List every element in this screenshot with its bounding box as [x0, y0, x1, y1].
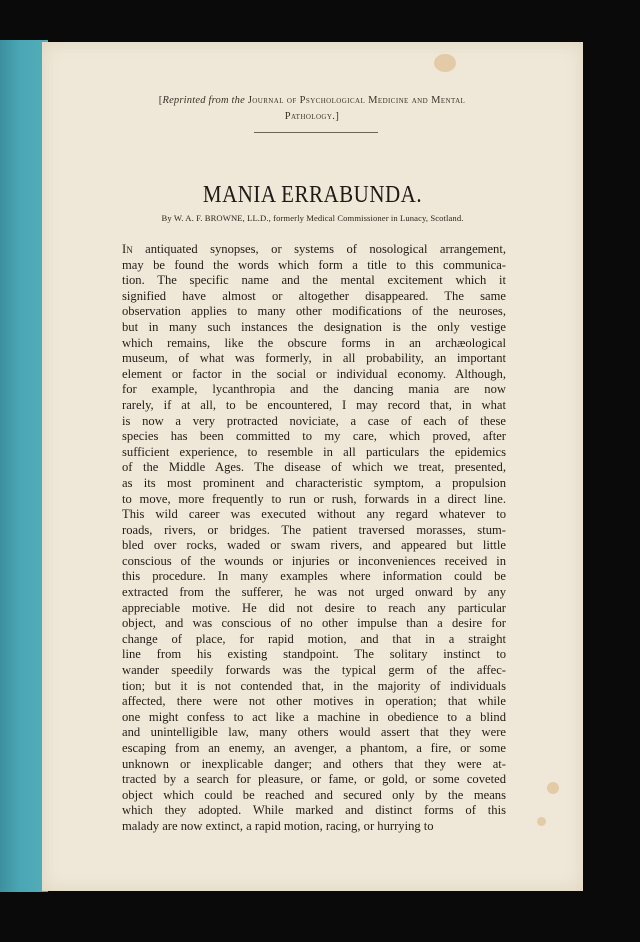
text-line-content: appreciable motive. He did not desire to reach any particular [122, 600, 506, 615]
text-line-content: affected, there were not other motives in operation; that while [122, 694, 506, 709]
reprint-bracket: [ [158, 95, 163, 106]
text-line-content: malady are now extinct, a rapid motion, racing, or hurrying to [122, 818, 434, 833]
foxing-spot [434, 54, 456, 72]
text-line [122, 725, 506, 741]
reprint-journal-cont: Pathology.] [284, 111, 340, 122]
text-line [122, 445, 506, 461]
reprint-italic: Reprinted from the [162, 95, 245, 106]
text-line-content: of the Middle Ages. The disease of which we treat, presented, [122, 460, 506, 475]
text-line-content: rarely, if at all, to be encountered, I may record that, in what [122, 397, 506, 412]
text-line [122, 601, 506, 617]
text-line [122, 367, 506, 383]
text-line-content: museum, of what was formerly, in all probability, an important [122, 351, 506, 366]
text-line-content: line from his existing standpoint. The solitary instinct to [122, 647, 506, 662]
foxing-spot [547, 782, 559, 794]
text-line-content: species has been committed to my care, which proved, after [122, 429, 506, 444]
text-line-content: extracted from the sufferer, he was not urged onward by any [122, 585, 506, 600]
text-line-content: as its most prominent and characteristic symptom, a propulsion [122, 475, 506, 490]
text-line-content: tion. The specific name and the mental excitement which it [122, 273, 506, 288]
text-line [122, 258, 506, 274]
text-line [122, 569, 506, 585]
reprint-journal: Journal of Psychological Medicine and Mental [247, 95, 466, 106]
text-line [122, 554, 506, 570]
text-line-content: element or factor in the social or individual economy. Although, [122, 366, 506, 381]
text-line [122, 429, 506, 445]
text-line-content: which they adopted. While marked and distinct forms of this [122, 803, 506, 818]
text-line [122, 507, 506, 523]
text-line [122, 273, 506, 289]
text-line-content: observation applies to many other modifications of the neuroses, [122, 304, 506, 319]
text-line-content: object, and was conscious of no other impulse than a desire for [122, 616, 506, 631]
text-line-content: wander speedily forwards was the typical germ of the affec- [122, 663, 506, 678]
text-line-content: bled over rocks, waded or swam rivers, and appeared but little [122, 538, 506, 553]
text-line-content: is now a very protracted noviciate, a case of each of these [122, 413, 506, 428]
text-line [122, 336, 506, 352]
text-line [122, 351, 506, 367]
text-line [122, 819, 506, 835]
text-line-content: This wild career was executed without any regard whatever to [122, 507, 506, 522]
text-line-content: one might confess to act like a machine in obedience to a blind [122, 709, 506, 724]
drop-word: In [122, 242, 133, 256]
text-line [122, 289, 506, 305]
text-line-content: antiquated synopses, or systems of nosological arrangement, [132, 242, 506, 256]
text-line-content: unknown or inexplicable danger; and others that they were at- [122, 756, 506, 771]
text-line [122, 632, 506, 648]
cover-board [0, 40, 48, 892]
text-line-content: roads, rivers, or bridges. The patient traversed morasses, stum- [122, 522, 506, 537]
text-line-content: sufficient experience, to resemble in all particulars the epidemics [122, 444, 506, 459]
text-line [122, 460, 506, 476]
foxing-spot [537, 817, 546, 826]
text-line-content: and unintelligible law, many others would assert that they were [122, 725, 506, 740]
article-body [122, 242, 506, 835]
text-line [122, 772, 506, 788]
text-line-content: may be found the words which form a title to this communica- [122, 257, 506, 272]
text-line-content: to move, more frequently to run or rush, forwards in a direct line. [122, 491, 506, 506]
text-line [122, 382, 506, 398]
text-line [122, 679, 506, 695]
text-line [122, 523, 506, 539]
text-line-content: tion; but it is not contended that, in the majority of individuals [122, 678, 506, 693]
text-line [122, 663, 506, 679]
text-line [122, 647, 506, 663]
text-line [122, 710, 506, 726]
article-title: MANIA ERRABUNDA. [202, 180, 423, 208]
text-line-content: but in many such instances the designation is the only vestige [122, 319, 506, 334]
text-line [122, 803, 506, 819]
text-line-content: signified have almost or altogether disappeared. The same [122, 288, 506, 303]
text-line-content: tracted by a search for pleasure, or fame, or gold, or some coveted [122, 772, 506, 787]
text-line [122, 398, 506, 414]
text-line [122, 757, 506, 773]
text-line [122, 476, 506, 492]
text-line [122, 414, 506, 430]
document-page [42, 42, 583, 891]
text-line-content: which remains, like the obscure forms in an archæological [122, 335, 506, 350]
text-line-content: conscious of the wounds or injuries or inconveniences received in [122, 553, 506, 568]
text-line-content: object which could be reached and secured only by the means [122, 787, 506, 802]
reprint-notice [102, 93, 522, 125]
text-line [122, 242, 506, 258]
text-line [122, 788, 506, 804]
text-line-content: change of place, for rapid motion, and that in a straight [122, 631, 506, 646]
text-line [122, 616, 506, 632]
text-line [122, 741, 506, 757]
text-line-content: for example, lycanthropia and the dancing mania are now [122, 382, 506, 397]
text-line [122, 585, 506, 601]
text-line-content: escaping from an enemy, an avenger, a phantom, a fire, or some [122, 741, 506, 755]
text-line [122, 304, 506, 320]
text-line [122, 492, 506, 508]
text-line-content: this procedure. In many examples where information could be [122, 569, 506, 584]
header-rule [254, 132, 378, 133]
text-line [122, 320, 506, 336]
article-byline: By W. A. F. BROWNE, LL.D., formerly Medical Commissioner in Lunacy, Scotland. [161, 213, 464, 223]
text-line [122, 538, 506, 554]
text-line [122, 694, 506, 710]
